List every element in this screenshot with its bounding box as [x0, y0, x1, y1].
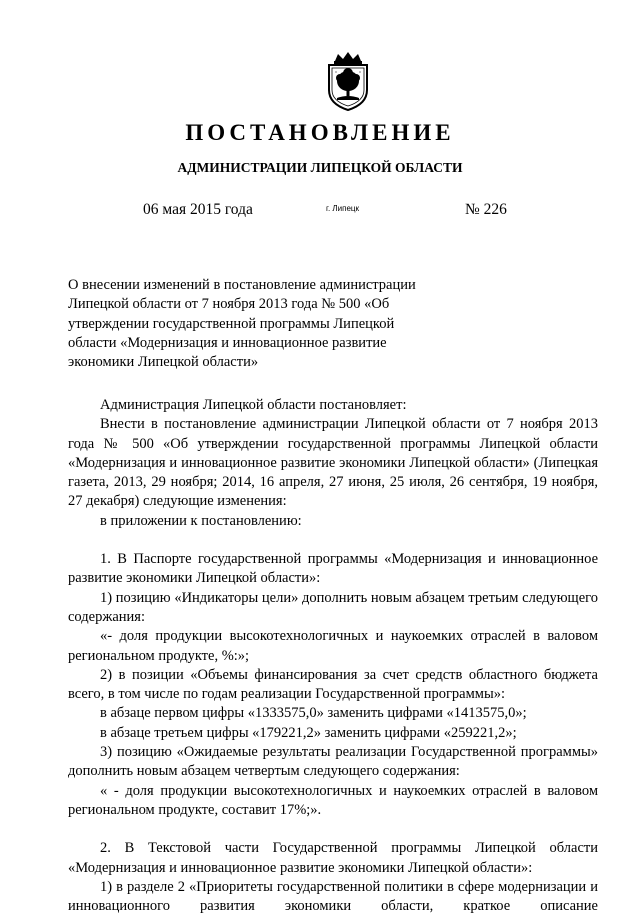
section-1-item-3: 3) позицию «Ожидаемые результаты реализации Государственной программы» дополнить новым абзацем четвертым следующего содержания: [68, 744, 598, 780]
intro-paragraph: Администрация Липецкой области постановляет: [100, 397, 407, 413]
document-city: г. Липецк [326, 204, 359, 213]
body-paragraph: Внести в постановление администрации Липецкой области от 7 ноября 2013 года № 500 «Об утверждении государственной программы Липецкой области «Модернизация и инновационное развитие экономики Липецкой области» (Липецкая газета, 2013, 29 ноября; 2014, 16 апреля, 27 июня, 25 июля, 26 сентября, 19 ноября, 27 декабря) следующие изменения: [68, 416, 598, 510]
section-1: 1. В Паспорте государственной программы «Модернизация и инновационное развитие экономики Липецкой области»: [68, 551, 598, 587]
document-date: 06 мая 2015 года [143, 201, 253, 218]
section-1-item-2-a: в абзаце первом цифры «1333575,0» заменить цифрами «1413575,0»; [100, 705, 527, 722]
document-subtitle: АДМИНИСТРАЦИИ ЛИПЕЦКОЙ ОБЛАСТИ [177, 160, 463, 175]
coat-of-arms-icon [323, 52, 373, 112]
topic-line: Липецкой области от 7 ноября 2013 года № 500 «Об [68, 296, 390, 313]
body-paragraph: в приложении к постановлению: [100, 512, 302, 529]
document-number: № 226 [465, 201, 507, 218]
section-1-item-3-text: « - доля продукции высокотехнологичных и наукоемких отраслей в валовом региональном продукте, составит 17%;». [68, 782, 598, 818]
topic-line: утверждении государственной программы Липецкой [68, 315, 395, 332]
section-1-item-1: 1) позицию «Индикаторы цели» дополнить новым абзацем третьим следующего содержания: [68, 589, 598, 625]
document-body [68, 396, 598, 916]
topic-line: экономики Липецкой области» [68, 354, 259, 371]
section-1-item-2: 2) в позиции «Объемы финансирования за счет средств областного бюджета всего, в том числе по годам реализации Государственной программы»: [68, 666, 598, 703]
topic-line: О внесении изменений в постановление администрации [68, 277, 416, 293]
section-1-item-2-b: в абзаце третьем цифры «179221,2» заменить цифрами «259221,2»; [100, 724, 517, 741]
section-2-item-1: 1) в разделе 2 «Приоритеты государственной политики в сфере модернизации и инновационного развития экономики области, краткое описание [68, 878, 598, 915]
topic-line: области «Модернизация и инновационное развитие [68, 334, 387, 351]
document-title: ПОСТАНОВЛЕНИЕ [185, 120, 455, 145]
section-1-item-1-text: «- доля продукции высокотехнологичных и наукоемких отраслей в валовом региональном продукте, %:»; [68, 628, 598, 664]
document-topic [68, 276, 458, 372]
section-2: 2. В Текстовой части Государственной программы Липецкой области «Модернизация и инновационное развитие экономики Липецкой области»: [68, 840, 598, 876]
